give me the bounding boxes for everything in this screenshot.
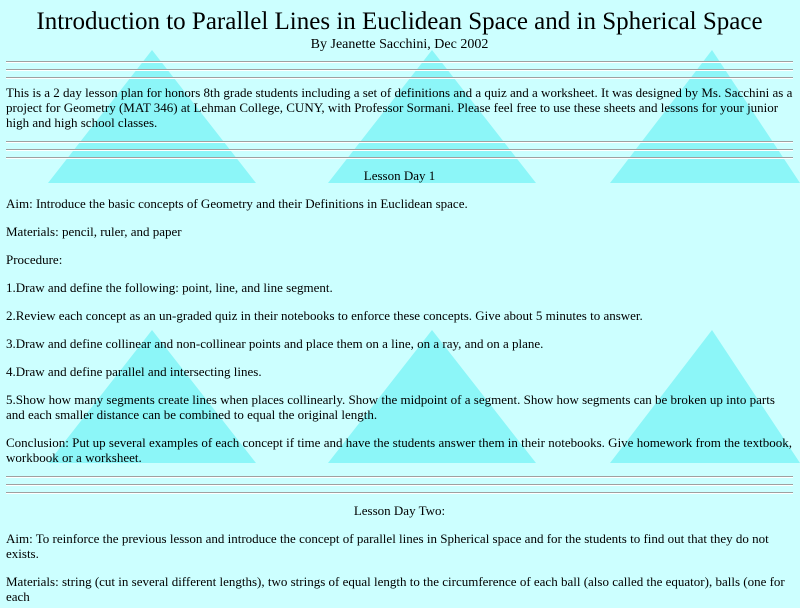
day1-step: 4.Draw and define parallel and intersecting lines. [6,364,262,379]
day1-conclusion: Conclusion: Put up several examples of each concept if time and have the students answer them in their notebooks. Give homework from the textbook, workbook or a worksheet. [6,435,792,465]
byline: By Jeanette Sacchini, Dec 2002 [310,37,489,52]
divider-group [6,141,793,159]
divider [6,149,793,151]
lesson-day1-heading: Lesson Day 1 [363,168,436,183]
day1-step: 2.Review each concept as an un-graded quiz in their notebooks to enforce these concepts. Give about 5 minutes to answer. [6,308,643,323]
day1-aim: Aim: Introduce the basic concepts of Geometry and their Definitions in Euclidean space. [6,196,468,211]
divider [6,61,793,63]
divider [6,157,793,159]
divider [6,77,793,79]
day2-aim: Aim: To reinforce the previous lesson and introduce the concept of parallel lines in Spherical space and for the students to find out that they do not exists. [6,531,769,561]
page-title: Introduction to Parallel Lines in Euclidean Space and in Spherical Space [36,8,763,35]
divider [6,141,793,143]
intro-paragraph: This is a 2 day lesson plan for honors 8th grade students including a set of definitions and a quiz and a worksheet. It was designed by Ms. Sacchini as a project for Geometry (MAT 346) at Lehman College, CUNY, with Professor Sormani. Please feel free to use these sheets and lessons for your junior high and high school classes. [6,85,793,130]
divider [6,492,793,494]
day1-step: 3.Draw and define collinear and non-collinear points and place them on a line, on a ray, and on a plane. [6,336,544,351]
lesson-day2-heading: Lesson Day Two: [353,503,446,518]
divider [6,476,793,478]
document-body [0,8,800,604]
divider-group [6,61,793,79]
day1-step: 5.Show how many segments create lines when places collinearly. Show the midpoint of a segment. Show how segments can be broken up into parts and each smaller distance can be combined to equal the original length. [6,392,775,422]
divider [6,484,793,486]
day2-materials: Materials: string (cut in several different lengths), two strings of equal length to the circumference of each ball (also called the equator), balls (one for each [6,574,785,604]
divider-group [6,476,793,494]
day1-procedure-label: Procedure: [6,252,63,267]
divider [6,69,793,71]
day1-materials: Materials: pencil, ruler, and paper [6,224,182,239]
day1-step: 1.Draw and define the following: point, line, and line segment. [6,280,333,295]
